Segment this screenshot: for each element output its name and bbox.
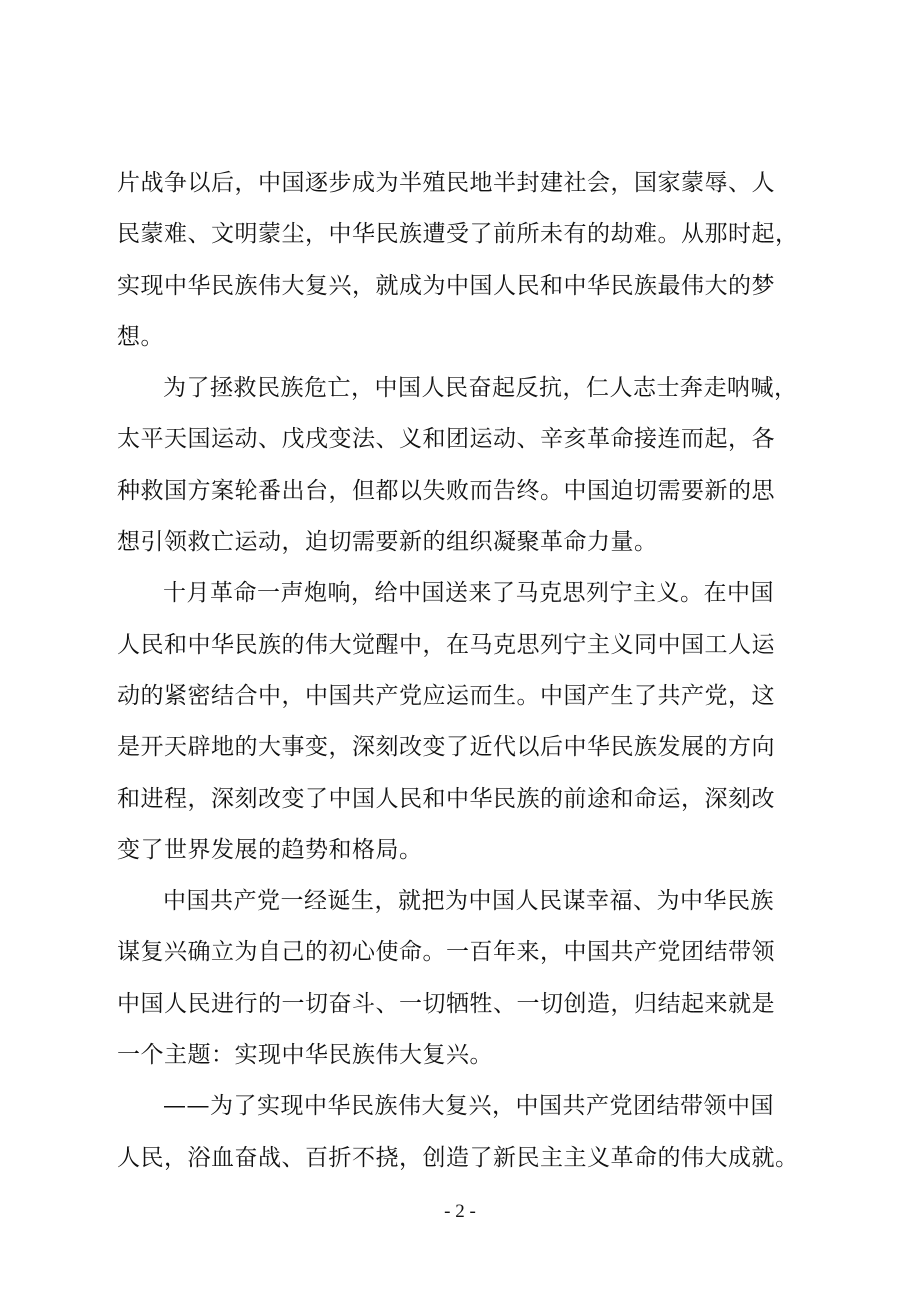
- paragraph-3: [117, 568, 835, 876]
- paragraph-5: [117, 1081, 835, 1184]
- paragraph-line: 动的紧密结合中，中国共产党应运而生。中国产生了共产党，这: [117, 682, 775, 709]
- paragraph-1: [117, 158, 835, 363]
- paragraph-line: 想引领救亡运动，迫切需要新的组织凝聚革命力量。: [117, 529, 658, 556]
- paragraph-line: 民蒙难、文明蒙尘，中华民族遭受了前所未有的劫难。从那时起，: [117, 221, 799, 248]
- paragraph-line: 中国人民进行的一切奋斗、一切牺牲、一切创造，归结起来就是: [117, 990, 775, 1017]
- paragraph-line: 变了世界发展的趋势和格局。: [117, 836, 423, 863]
- page-number: - 2 -: [444, 1201, 476, 1222]
- paragraph-line: 一个主题：实现中华民族伟大复兴。: [117, 1042, 493, 1069]
- paragraph-line: 太平天国运动、戊戌变法、义和团运动、辛亥革命接连而起，各: [117, 426, 775, 453]
- paragraph-4: [117, 876, 835, 1081]
- paragraph-line: 是开天辟地的大事变，深刻改变了近代以后中华民族发展的方向: [117, 734, 775, 761]
- paragraph-line: 片战争以后，中国逐步成为半殖民地半封建社会，国家蒙辱、人: [117, 170, 775, 196]
- paragraph-line: 十月革命一声炮响，给中国送来了马克思列宁主义。在中国: [163, 580, 774, 607]
- paragraph-line: 人民和中华民族的伟大觉醒中，在马克思列宁主义同中国工人运: [117, 631, 775, 658]
- paragraph-line: 为了拯救民族危亡，中国人民奋起反抗，仁人志士奔走呐喊，: [163, 375, 798, 402]
- paragraph-2: [117, 363, 835, 568]
- paragraph-line: ——为了实现中华民族伟大复兴，中国共产党团结带领中国: [163, 1093, 774, 1120]
- paragraph-line: 人民，浴血奋战、百折不挠，创造了新民主主义革命的伟大成就。: [117, 1144, 799, 1171]
- document-body: [117, 158, 835, 1184]
- paragraph-line: 和进程，深刻改变了中国人民和中华民族的前途和命运，深刻改: [117, 785, 775, 812]
- paragraph-line: 想。: [117, 323, 164, 350]
- paragraph-line: 实现中华民族伟大复兴，就成为中国人民和中华民族最伟大的梦: [117, 272, 775, 299]
- paragraph-line: 种救国方案轮番出台，但都以失败而告终。中国迫切需要新的思: [117, 477, 775, 504]
- paragraph-line: 谋复兴确立为自己的初心使命。一百年来，中国共产党团结带领: [117, 939, 775, 966]
- paragraph-line: 中国共产党一经诞生，就把为中国人民谋幸福、为中华民族: [163, 888, 774, 915]
